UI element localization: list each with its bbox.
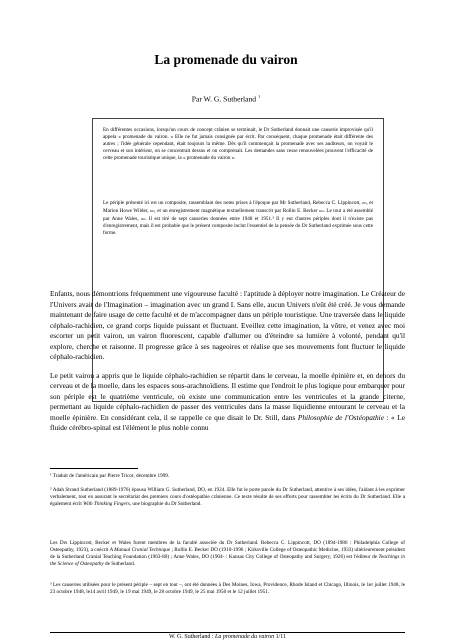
fn3-text-a: Les Drs Lippincott, Becker et Wales furent membres de la faculté associée du Dr Sutherland. Rebecca C. Lippincott, DO (1894-1986 : Philadelphia College of Osteopathy, 1923), a coécrit	[50, 540, 405, 553]
footnote-separator	[50, 468, 138, 469]
note-text-c: , et un enregistrement magnétique textuellement transcrit par Rollin E. Becker	[154, 208, 318, 215]
note-text-d: . Le tout a été assemblé par Anne Wales,	[103, 208, 373, 223]
note-do-3: do	[319, 208, 324, 214]
note-text-e: . Il est tiré de sept causeries données entre 1948 et 1951.³ Il y eut d'autres périples dont il n'existe pas d'enregistrement, mais il est probable que le présent composite inclut l'essentiel de la pensée du Dr Sutherland exprimée sous cette forme.	[103, 216, 373, 237]
body-paragraph-1: Enfants, nous démontrions fréquemment une vigoureuse faculté : l'aptitude à déployer notre imagination. Le Créateur de l'Univers avait de l'Imagination – imagination avec un grand I. Sans elle, aucun Univers n'eût été créé. Je vous demande maintenant de faire usage de cette faculté et de m'accompagner dans un périple touristique. Une traversée dans le liquide céphalo-rachidien, ce grand corps liquide puissant et fluctuant. Eveillez cette imagination, la vôtre, et venez avec moi escorter un petit vairon, un vairon fluorescent, capable d'allumer ou d'éteindre sa lumière à volonté, pendant qu'il explore, cherche et raisonne. Il progresse grâce à ses nageoires et réalise que ses mouvements font fluctuer le liquide céphalo-rachidien.	[50, 289, 405, 361]
footer-separator	[50, 632, 405, 633]
fn2-text-b: , une biographie du Dr Sutherland.	[129, 501, 202, 507]
note-text-a: Le périple présenté ici est un composite, rassemblant des notes prises à l'époque par Mr Sutherland, Rebecca C. Lippincott,	[103, 200, 361, 206]
footnote-2	[50, 487, 405, 508]
note-text-b: , et Marion Howe Wilder,	[103, 200, 373, 215]
fn3-text-b: ; Rollin E. Becker DO (1910-1996 ; Kirksville College of Osteopathic Medicine, 1933) ultérieurement président de la Sutherland Cranial Teaching Foundation (1963-80) ; Anne Wales, DO (1904- : Kansas City College of Osteopathy and Surgery, 1926) est l'éditeur de	[50, 547, 406, 560]
composite-note-paragraph	[103, 199, 373, 237]
footer-title: La promenade du vairon	[215, 634, 275, 640]
note-do-4: do	[140, 216, 146, 222]
note-do-1: do	[362, 200, 367, 205]
footer-author: W. G. Sutherland :	[168, 634, 216, 640]
page-footer	[50, 634, 405, 640]
document-title: La promenade du vairon	[154, 52, 298, 67]
fn3-book-title-1: A Manual Cranial Technique	[109, 547, 171, 553]
book-title-philosophie: Philosophie de l'Ostéopathie	[297, 412, 384, 422]
author-line	[0, 94, 452, 104]
footnote-2-continued	[50, 540, 405, 568]
main-body	[50, 289, 405, 442]
body-p2-text-a: Le petit vairon a appris que le liquide céphalo-rachidien se répartit dans le cerveau, la moelle épinière et, en dehors du cerveau et de la moelle, dans les espaces sous-arachnoïdiens. Il estime que l'endroit le plus logique pour embarquer pour son périple est le quatrième ventricule, où existe une communication entre les ventricules et la grande citerne, permettant au liquide céphalo-rachidien de passer des ventricules dans la masse liquidienne entourant le cerveau et la moelle épinière. En considérant cela, il se rappelle ce que disait le Dr. Still, dans	[50, 370, 405, 422]
footnote-3: ³ Les causeries utilisées pour le présent périple – sept en tout –, ont été données à Des Moines, Iowa, Providence, Rhode Island et Chicago, Illinois, le 1er juillet 1948, le 23 octobre 1948, le14 avril 1949, le 19 mai 1949, le 28 octobre 1949, le 25 mai 1950 et le 12 juillet 1951.	[50, 582, 405, 595]
note-do-2: do	[150, 208, 155, 214]
body-p2-text-b: : « Le fluide cérébro-spinal est l'élément le plus noble connu	[50, 412, 405, 432]
body-paragraph-2	[50, 371, 405, 434]
intro-paragraph: En différentes occasions, lorsqu'un cours de concept crânien se terminait, le Dr Sutherland donnait une causerie improvisée qu'il appela « promenade du vairon. » Elle ne fut jamais consignée par écrit. Par conséquent, chaque promenade était différente des autres ; l'idée générale cependant, était toujours la même. Dès qu'il commençait la promenade avec ses auditeurs, on voyait le cerveau et son intérieur, on se concentrait dessus et on comprenait. Les demandes sans cesse renouvelées prouvent l'efficacité de cette promenade touristique unique, la « promenade du vairon ».	[103, 127, 373, 162]
fn2-text-a: ² Adah Strand Sutherland (1889-1976) épousa William G. Sutherland, DO, en 1924. Elle fut le porte parole du Dr Sutherland, attentive à ses idées, l'aidant à les exprimer verbalement, tout en assurant le secrétariat des premiers cours d'ostéopathie crânienne. Ce texte résulte de ses efforts pour rassembler les écrits du Dr Sutherland. Elle a également écrit	[50, 487, 405, 507]
author-name: Par W. G. Sutherland	[191, 94, 257, 104]
fn3-book-title-2: Teachings in the Science of Osteopathy	[50, 554, 406, 567]
footer-page-number: 1/11	[274, 634, 287, 640]
fn2-book-title: With Thinking Fingers	[83, 501, 130, 507]
author-footnote-ref: 1	[258, 94, 261, 99]
fn3-text-c: de Sutherland.	[103, 561, 135, 567]
footnote-1: ¹ Traduit de l'américain par Pierre Tricot, décembre 1999.	[50, 473, 170, 479]
